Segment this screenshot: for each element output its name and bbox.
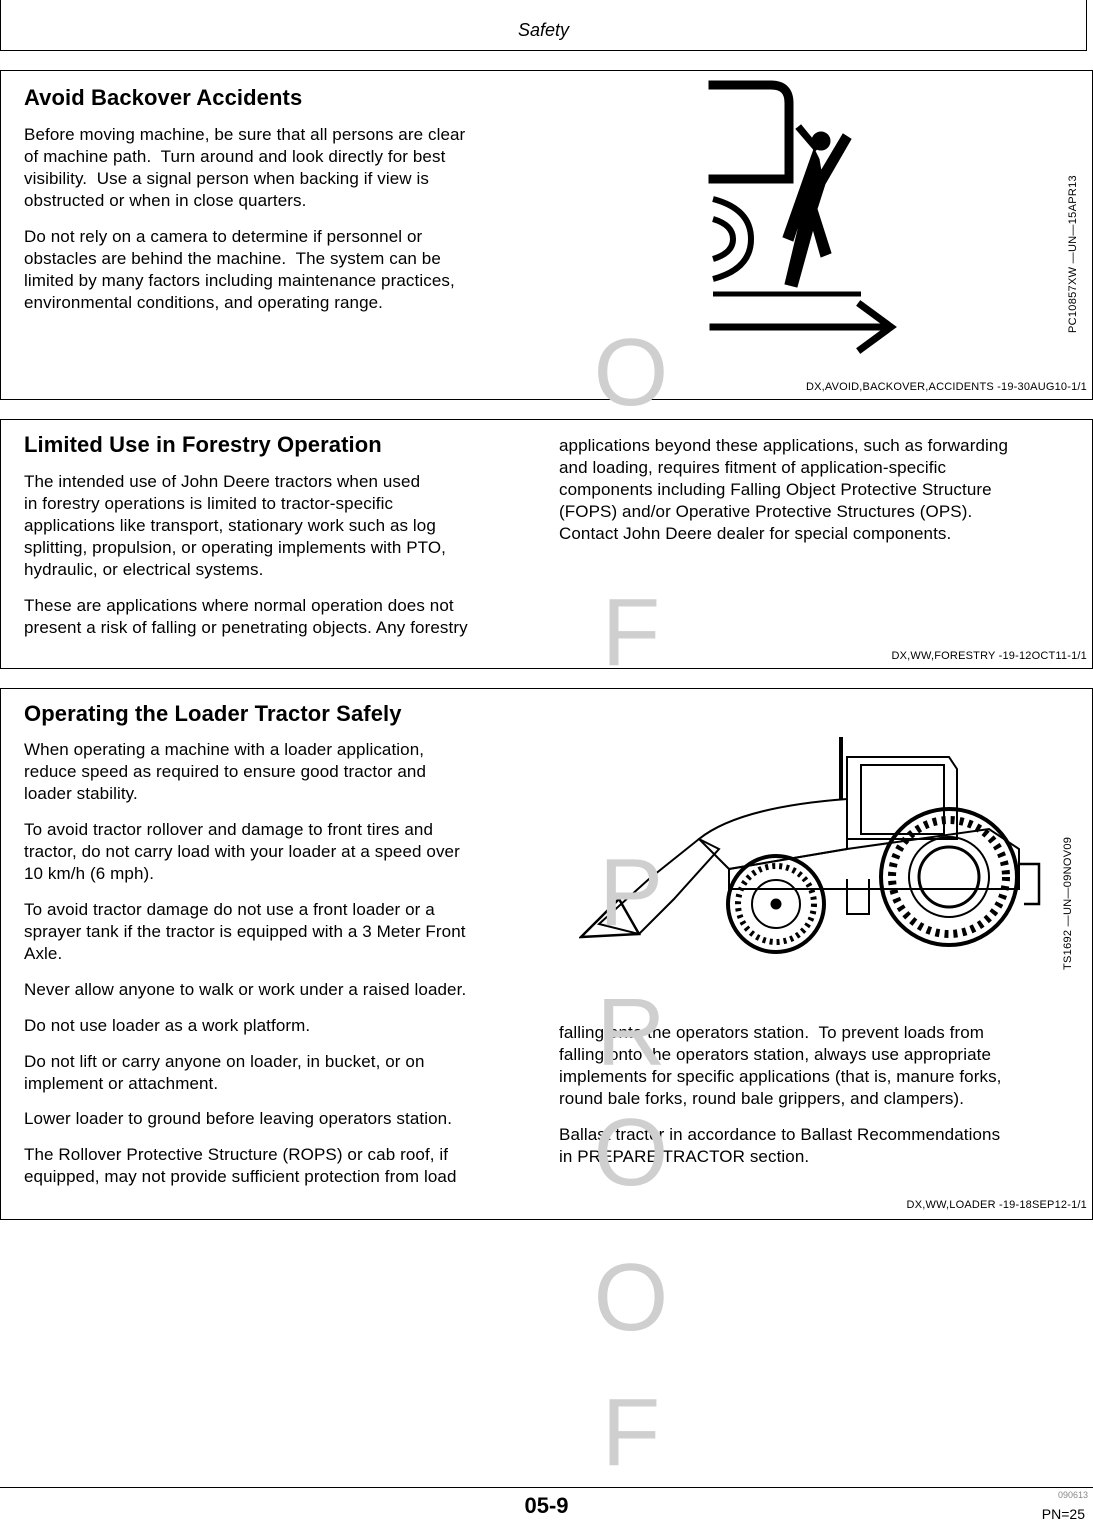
- reference-code: DX,AVOID,BACKOVER,ACCIDENTS -19-30AUG10-1/1: [805, 381, 1087, 393]
- watermark-letter: R: [596, 979, 666, 1086]
- paragraph: The intended use of John Deere tractors when used in forestry operations is limited to tractor-specific applications like transport, stationary work such as log splitting, propulsion, or operating implements with PTO, hydraulic, or electrical systems.: [24, 472, 446, 579]
- loader-arm: [599, 839, 719, 934]
- paragraph: Never allow anyone to walk or work under a raised loader.: [24, 980, 467, 999]
- machine-body-outline: [713, 85, 789, 179]
- pn-label: PN=25: [1041, 1506, 1085, 1522]
- section-title: Avoid Backover Accidents: [24, 85, 303, 110]
- paragraph: To avoid tractor damage do not use a front loader or a sprayer tank if the tractor is equipped with a 3 Meter Front Axle.: [24, 900, 466, 963]
- header-title: Safety: [517, 20, 570, 40]
- figure-id: TS1692 —UN—09NOV09: [1062, 836, 1074, 970]
- paragraph: Lower loader to ground before leaving operators station.: [24, 1109, 453, 1128]
- footer-code: 090613: [1057, 1490, 1088, 1500]
- section-loader-tractor: [0, 688, 1093, 1220]
- tractor-cab-window: [861, 765, 944, 834]
- paragraph: These are applications where normal operation does not present a risk of falling or penetrating objects. Any forestry: [24, 596, 468, 637]
- section-title: Limited Use in Forestry Operation: [24, 432, 382, 457]
- paragraph: To avoid tractor rollover and damage to front tires and tractor, do not carry load with your loader at a speed over 10 km/h (6 mph).: [24, 820, 460, 883]
- paragraph: Ballast tractor in accordance to Ballast Recommendations in PREPARE TRACTOR section.: [559, 1125, 1001, 1166]
- rear-hitch: [1019, 864, 1039, 904]
- watermark-letter: O: [593, 1099, 669, 1206]
- paragraph: The Rollover Protective Structure (ROPS) or cab roof, if equipped, may not provide sufficient protection from load: [24, 1145, 457, 1186]
- loader-tractor-illustration: [579, 729, 1049, 959]
- paragraph: falling onto the operators station. To prevent loads from falling onto the operators station, always use appropriate implements for specific applications (that is, manure forks, round bale forks, round bale grippers, and clampers).: [559, 1023, 1002, 1108]
- rear-wheel: [881, 809, 1017, 945]
- reference-code: DX,WW,LOADER -19-18SEP12-1/1: [906, 1199, 1087, 1211]
- tractor-hood: [699, 799, 847, 869]
- machine-wheel-inner: [713, 219, 733, 259]
- paragraph: Do not lift or carry anyone on loader, in bucket, or on implement or attachment.: [24, 1052, 425, 1093]
- paragraph: Before moving machine, be sure that all persons are clear of machine path. Turn around and look directly for best visibility. Use a signal person when backing if view is obstructed or when in close quarters.: [24, 125, 466, 210]
- paragraph: Do not use loader as a work platform.: [24, 1016, 311, 1035]
- front-wheel: [728, 856, 824, 952]
- figure-id: PC10857XW —UN—15APR13: [1067, 175, 1079, 333]
- cab-steps: [847, 879, 869, 914]
- watermark-letter: F: [601, 1379, 661, 1486]
- backover-illustration: [701, 79, 911, 354]
- reference-code: DX,WW,FORESTRY -19-12OCT11-1/1: [891, 650, 1087, 662]
- section-avoid-backover: [0, 70, 1093, 400]
- paragraph: Do not rely on a camera to determine if personnel or obstacles are behind the machine. The system can be limited by many factors including maintenance practices, environmental conditions, and operating range.: [24, 227, 455, 312]
- watermark-letter: O: [593, 1244, 669, 1351]
- paragraph: When operating a machine with a loader application, reduce speed as required to ensure good tractor and loader stability.: [24, 740, 427, 803]
- page-header: [0, 0, 1087, 51]
- page-number: 05-9: [524, 1493, 569, 1518]
- watermark-letter: P: [598, 839, 664, 946]
- paragraph: applications beyond these applications, such as forwarding and loading, requires fitment of application-specific components including Falling Object Protective Structure (FOPS) and/or Operative Protective Structures (OPS). Contact John Deere dealer for special components.: [559, 436, 1009, 543]
- section-title: Operating the Loader Tractor Safely: [24, 701, 402, 726]
- watermark-letter: O: [593, 319, 669, 426]
- footer-divider: [0, 1487, 1093, 1488]
- section-forestry: [0, 419, 1093, 669]
- watermark-letter: F: [601, 579, 661, 686]
